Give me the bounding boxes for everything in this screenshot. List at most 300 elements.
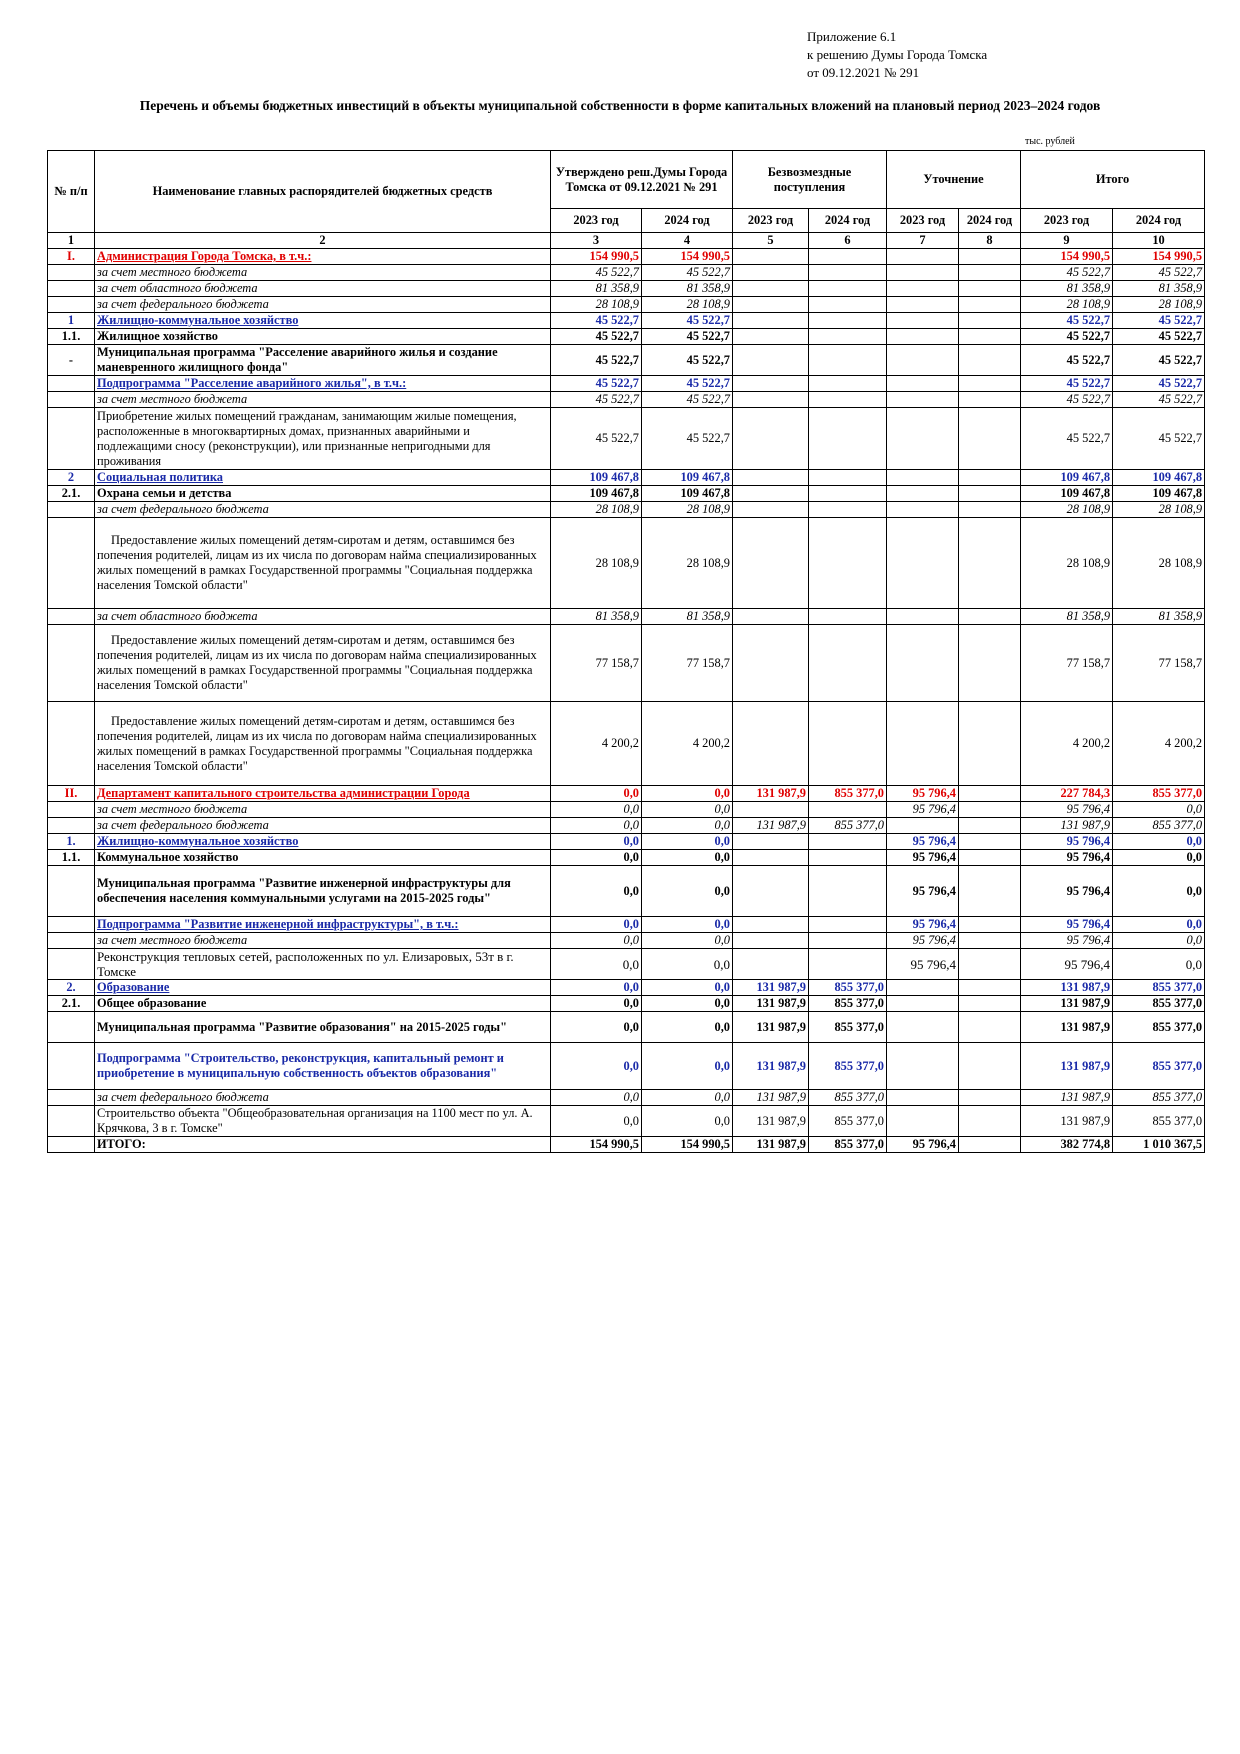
row-number [48, 1012, 95, 1043]
value-cell: 45 522,7 [1021, 313, 1113, 329]
row-number [48, 802, 95, 818]
row-name: за счет областного бюджета [95, 609, 551, 625]
row-number [48, 1043, 95, 1090]
value-cell: 45 522,7 [1021, 329, 1113, 345]
value-cell: 0,0 [551, 850, 642, 866]
table-row [48, 408, 1205, 470]
value-cell: 855 377,0 [1113, 1106, 1205, 1137]
value-cell [959, 1012, 1021, 1043]
row-name: Муниципальная программа "Развитие образования" на 2015-2025 годы" [95, 1012, 551, 1043]
value-cell [959, 1043, 1021, 1090]
value-cell: 109 467,8 [1021, 486, 1113, 502]
value-cell: 45 522,7 [551, 408, 642, 470]
year-header: 2023 год [887, 209, 959, 233]
value-cell [959, 933, 1021, 949]
value-cell [809, 949, 887, 980]
value-cell: 28 108,9 [1113, 297, 1205, 313]
value-cell: 81 358,9 [551, 281, 642, 297]
value-cell: 28 108,9 [551, 502, 642, 518]
value-cell [959, 609, 1021, 625]
row-name: Приобретение жилых помещений гражданам, занимающим жилые помещения, расположенные в многоквартирных домах, признанных аварийными и подлежащими сносу (реконструкции), или признанные непригодными для проживания [95, 408, 551, 470]
value-cell: 855 377,0 [809, 1106, 887, 1137]
value-cell: 855 377,0 [809, 980, 887, 996]
value-cell [733, 917, 809, 933]
value-cell: 45 522,7 [551, 329, 642, 345]
row-name: Образование [95, 980, 551, 996]
value-cell: 131 987,9 [1021, 1012, 1113, 1043]
table-row [48, 818, 1205, 834]
value-cell [959, 625, 1021, 702]
value-cell: 227 784,3 [1021, 786, 1113, 802]
year-header: 2023 год [733, 209, 809, 233]
row-name: за счет федерального бюджета [95, 1090, 551, 1106]
value-cell [959, 786, 1021, 802]
value-cell: 0,0 [551, 1012, 642, 1043]
value-cell [733, 392, 809, 408]
value-cell [733, 850, 809, 866]
value-cell [733, 609, 809, 625]
value-cell [733, 329, 809, 345]
value-cell: 855 377,0 [809, 1012, 887, 1043]
value-cell: 95 796,4 [887, 786, 959, 802]
value-cell: 45 522,7 [551, 313, 642, 329]
budget-table [47, 150, 1205, 1153]
value-cell: 28 108,9 [1113, 502, 1205, 518]
column-index: 3 [551, 233, 642, 249]
year-header: 2024 год [1113, 209, 1205, 233]
value-cell: 154 990,5 [551, 249, 642, 265]
value-cell [733, 502, 809, 518]
value-cell [959, 376, 1021, 392]
column-index: 8 [959, 233, 1021, 249]
row-number [48, 1090, 95, 1106]
value-cell: 95 796,4 [887, 850, 959, 866]
row-number [48, 702, 95, 786]
value-cell: 0,0 [642, 949, 733, 980]
value-cell: 131 987,9 [1021, 1090, 1113, 1106]
row-number [48, 408, 95, 470]
value-cell: 0,0 [551, 980, 642, 996]
row-number [48, 502, 95, 518]
value-cell: 0,0 [642, 802, 733, 818]
value-cell [809, 297, 887, 313]
value-cell: 45 522,7 [551, 265, 642, 281]
value-cell: 0,0 [1113, 866, 1205, 917]
value-cell [809, 609, 887, 625]
value-cell: 81 358,9 [1021, 609, 1113, 625]
row-name: Социальная политика [95, 470, 551, 486]
value-cell: 45 522,7 [1021, 376, 1113, 392]
row-number: 1.1. [48, 329, 95, 345]
value-cell: 28 108,9 [1021, 297, 1113, 313]
row-name: Предоставление жилых помещений детям-сиротам и детям, оставшимся без попечения родителей, лицам из их числа по договорам найма специализированных жилых помещений в рамках Государственной программы "Социальная поддержка населения Томской области" [95, 518, 551, 609]
value-cell [733, 408, 809, 470]
row-name: за счет местного бюджета [95, 392, 551, 408]
value-cell [809, 486, 887, 502]
row-number [48, 818, 95, 834]
value-cell: 131 987,9 [733, 1012, 809, 1043]
value-cell [887, 702, 959, 786]
value-cell: 0,0 [642, 850, 733, 866]
value-cell [959, 802, 1021, 818]
value-cell [887, 249, 959, 265]
value-cell: 45 522,7 [1113, 265, 1205, 281]
value-cell: 0,0 [1113, 850, 1205, 866]
table-row [48, 486, 1205, 502]
value-cell: 45 522,7 [642, 345, 733, 376]
column-index: 10 [1113, 233, 1205, 249]
value-cell [887, 1012, 959, 1043]
row-name: Муниципальная программа "Расселение аварийного жилья и создание маневренного жилищного фонда" [95, 345, 551, 376]
value-cell [887, 376, 959, 392]
value-cell [809, 834, 887, 850]
value-cell: 45 522,7 [1113, 313, 1205, 329]
row-number [48, 376, 95, 392]
row-name: Подпрограмма "Развитие инженерной инфраструктуры", в т.ч.: [95, 917, 551, 933]
year-header: 2024 год [642, 209, 733, 233]
value-cell: 0,0 [551, 917, 642, 933]
row-number: 2.1. [48, 486, 95, 502]
value-cell [887, 1043, 959, 1090]
row-name: Жилищно-коммунальное хозяйство [95, 313, 551, 329]
value-cell: 855 377,0 [809, 786, 887, 802]
column-index-row [48, 233, 1205, 249]
value-cell [809, 313, 887, 329]
value-cell [733, 834, 809, 850]
value-cell [959, 1137, 1021, 1153]
value-cell: 45 522,7 [551, 345, 642, 376]
value-cell [809, 702, 887, 786]
column-index: 4 [642, 233, 733, 249]
value-cell [959, 850, 1021, 866]
value-cell [809, 329, 887, 345]
value-cell [959, 329, 1021, 345]
row-name: Департамент капитального строительства администрации Города [95, 786, 551, 802]
value-cell [809, 281, 887, 297]
value-cell [959, 518, 1021, 609]
col-total-header: Итого [1021, 151, 1205, 209]
row-number [48, 1137, 95, 1153]
value-cell: 81 358,9 [642, 281, 733, 297]
value-cell [733, 625, 809, 702]
table-row [48, 834, 1205, 850]
value-cell: 4 200,2 [551, 702, 642, 786]
value-cell [809, 866, 887, 917]
table-row [48, 1012, 1205, 1043]
column-index: 7 [887, 233, 959, 249]
value-cell [887, 518, 959, 609]
value-cell: 0,0 [642, 933, 733, 949]
row-name: Жилищно-коммунальное хозяйство [95, 834, 551, 850]
year-header: 2024 год [809, 209, 887, 233]
year-header: 2023 год [551, 209, 642, 233]
value-cell [959, 917, 1021, 933]
value-cell: 95 796,4 [887, 866, 959, 917]
value-cell [887, 818, 959, 834]
row-number [48, 281, 95, 297]
value-cell: 0,0 [551, 834, 642, 850]
value-cell: 0,0 [642, 1090, 733, 1106]
row-name: за счет федерального бюджета [95, 297, 551, 313]
document-title: Перечень и объемы бюджетных инвестиций в объекты муниципальной собственности в форме капитальных вложений на плановый период 2023–2024 годов [139, 98, 1101, 113]
value-cell [733, 933, 809, 949]
value-cell [809, 518, 887, 609]
value-cell: 4 200,2 [1021, 702, 1113, 786]
value-cell: 154 990,5 [551, 1137, 642, 1153]
value-cell: 0,0 [642, 917, 733, 933]
value-cell: 855 377,0 [1113, 996, 1205, 1012]
value-cell [887, 996, 959, 1012]
value-cell: 28 108,9 [551, 518, 642, 609]
value-cell: 95 796,4 [1021, 802, 1113, 818]
value-cell [809, 625, 887, 702]
value-cell [887, 1090, 959, 1106]
value-cell [959, 470, 1021, 486]
value-cell [887, 281, 959, 297]
value-cell: 109 467,8 [551, 486, 642, 502]
value-cell: 28 108,9 [1113, 518, 1205, 609]
value-cell: 77 158,7 [642, 625, 733, 702]
value-cell: 154 990,5 [1113, 249, 1205, 265]
value-cell: 109 467,8 [1113, 470, 1205, 486]
row-name: за счет местного бюджета [95, 265, 551, 281]
value-cell [887, 345, 959, 376]
value-cell: 45 522,7 [642, 265, 733, 281]
value-cell: 0,0 [551, 949, 642, 980]
value-cell [959, 818, 1021, 834]
row-number: 1.1. [48, 850, 95, 866]
value-cell: 0,0 [1113, 933, 1205, 949]
value-cell: 0,0 [551, 1043, 642, 1090]
value-cell: 95 796,4 [1021, 850, 1113, 866]
row-name: за счет местного бюджета [95, 802, 551, 818]
value-cell: 45 522,7 [642, 408, 733, 470]
value-cell [959, 1106, 1021, 1137]
table-row [48, 933, 1205, 949]
year-header: 2023 год [1021, 209, 1113, 233]
row-number [48, 917, 95, 933]
row-name: за счет федерального бюджета [95, 502, 551, 518]
table-row [48, 996, 1205, 1012]
value-cell: 855 377,0 [809, 1090, 887, 1106]
value-cell: 45 522,7 [1113, 392, 1205, 408]
value-cell [809, 917, 887, 933]
value-cell [733, 376, 809, 392]
value-cell: 0,0 [551, 996, 642, 1012]
value-cell [809, 933, 887, 949]
col-name-header: Наименование главных распорядителей бюджетных средств [95, 151, 551, 233]
row-name: Охрана семьи и детства [95, 486, 551, 502]
value-cell: 855 377,0 [1113, 786, 1205, 802]
row-name: Жилищное хозяйство [95, 329, 551, 345]
row-name: Предоставление жилых помещений детям-сиротам и детям, оставшимся без попечения родителей, лицам из их числа по договорам найма специализированных жилых помещений в рамках Государственной программы "Социальная поддержка населения Томской области" [95, 625, 551, 702]
table-row [48, 518, 1205, 609]
value-cell [733, 702, 809, 786]
value-cell [959, 502, 1021, 518]
value-cell: 0,0 [1113, 917, 1205, 933]
value-cell: 131 987,9 [733, 1043, 809, 1090]
value-cell: 131 987,9 [1021, 818, 1113, 834]
row-number: 2.1. [48, 996, 95, 1012]
table-body [48, 249, 1205, 1153]
table-row [48, 345, 1205, 376]
row-number: 2. [48, 980, 95, 996]
value-cell: 28 108,9 [1021, 518, 1113, 609]
table-row [48, 802, 1205, 818]
value-cell: 0,0 [642, 866, 733, 917]
table-row [48, 281, 1205, 297]
value-cell: 131 987,9 [733, 786, 809, 802]
value-cell [809, 345, 887, 376]
value-cell: 109 467,8 [1021, 470, 1113, 486]
value-cell: 95 796,4 [1021, 917, 1113, 933]
value-cell [733, 249, 809, 265]
row-name: Общее образование [95, 996, 551, 1012]
row-name: Подпрограмма "Строительство, реконструкция, капитальный ремонт и приобретение в муниципальную собственность объектов образования" [95, 1043, 551, 1090]
value-cell [959, 1090, 1021, 1106]
value-cell: 81 358,9 [551, 609, 642, 625]
value-cell [809, 376, 887, 392]
value-cell [809, 502, 887, 518]
value-cell [733, 281, 809, 297]
value-cell [959, 996, 1021, 1012]
row-name: за счет местного бюджета [95, 933, 551, 949]
appendix-line-3: от 09.12.2021 № 291 [807, 65, 920, 80]
value-cell: 45 522,7 [642, 313, 733, 329]
value-cell [733, 949, 809, 980]
value-cell: 0,0 [642, 1106, 733, 1137]
value-cell [887, 609, 959, 625]
value-cell [959, 486, 1021, 502]
table-row [48, 265, 1205, 281]
value-cell: 28 108,9 [642, 297, 733, 313]
value-cell: 0,0 [551, 1106, 642, 1137]
value-cell: 4 200,2 [642, 702, 733, 786]
value-cell: 81 358,9 [1113, 281, 1205, 297]
row-number [48, 392, 95, 408]
table-row [48, 917, 1205, 933]
row-number [48, 297, 95, 313]
value-cell [959, 834, 1021, 850]
value-cell [887, 329, 959, 345]
value-cell [809, 249, 887, 265]
table-row [48, 502, 1205, 518]
table-row [48, 866, 1205, 917]
value-cell: 109 467,8 [642, 486, 733, 502]
row-number: 1. [48, 834, 95, 850]
value-cell [809, 850, 887, 866]
column-index: 1 [48, 233, 95, 249]
value-cell [733, 297, 809, 313]
value-cell: 81 358,9 [1113, 609, 1205, 625]
value-cell: 95 796,4 [1021, 834, 1113, 850]
table-row [48, 329, 1205, 345]
value-cell: 0,0 [551, 1090, 642, 1106]
value-cell [733, 486, 809, 502]
value-cell: 95 796,4 [887, 802, 959, 818]
value-cell: 95 796,4 [887, 834, 959, 850]
value-cell: 0,0 [551, 933, 642, 949]
column-index: 6 [809, 233, 887, 249]
appendix-line-2: к решению Думы Города Томска [807, 47, 988, 62]
value-cell: 45 522,7 [1021, 345, 1113, 376]
table-row [48, 1043, 1205, 1090]
value-cell: 855 377,0 [1113, 1012, 1205, 1043]
value-cell: 45 522,7 [1113, 345, 1205, 376]
value-cell [733, 866, 809, 917]
appendix-line-1: Приложение 6.1 [807, 29, 897, 44]
row-name: Коммунальное хозяйство [95, 850, 551, 866]
value-cell: 95 796,4 [1021, 866, 1113, 917]
value-cell: 45 522,7 [1021, 265, 1113, 281]
row-number [48, 265, 95, 281]
row-number [48, 1106, 95, 1137]
value-cell [959, 345, 1021, 376]
value-cell: 855 377,0 [809, 1137, 887, 1153]
col-grants-header: Безвозмездные поступления [733, 151, 887, 209]
value-cell [887, 486, 959, 502]
value-cell: 855 377,0 [809, 818, 887, 834]
value-cell [887, 470, 959, 486]
column-index: 5 [733, 233, 809, 249]
value-cell: 0,0 [642, 1012, 733, 1043]
value-cell: 0,0 [642, 818, 733, 834]
row-number: - [48, 345, 95, 376]
value-cell [887, 1106, 959, 1137]
value-cell: 0,0 [551, 866, 642, 917]
value-cell [959, 281, 1021, 297]
column-index: 9 [1021, 233, 1113, 249]
table-row [48, 392, 1205, 408]
value-cell: 77 158,7 [1021, 625, 1113, 702]
table-row [48, 980, 1205, 996]
value-cell: 45 522,7 [1113, 329, 1205, 345]
value-cell: 382 774,8 [1021, 1137, 1113, 1153]
value-cell [733, 265, 809, 281]
value-cell: 45 522,7 [551, 376, 642, 392]
row-name: Подпрограмма "Расселение аварийного жилья", в т.ч.: [95, 376, 551, 392]
value-cell: 95 796,4 [1021, 933, 1113, 949]
value-cell: 4 200,2 [1113, 702, 1205, 786]
value-cell [959, 866, 1021, 917]
value-cell: 855 377,0 [1113, 1090, 1205, 1106]
table-row [48, 949, 1205, 980]
value-cell [959, 408, 1021, 470]
row-name: Муниципальная программа "Развитие инженерной инфраструктуры для обеспечения населения коммунальными услугами на 2015-2025 годы" [95, 866, 551, 917]
value-cell: 45 522,7 [1113, 376, 1205, 392]
value-cell: 1 010 367,5 [1113, 1137, 1205, 1153]
value-cell [959, 392, 1021, 408]
col-adjust-header: Уточнение [887, 151, 1021, 209]
value-cell: 28 108,9 [551, 297, 642, 313]
value-cell: 855 377,0 [1113, 818, 1205, 834]
row-name: Реконструкция тепловых сетей, расположенных по ул. Елизаровых, 53т в г. Томске [95, 949, 551, 980]
value-cell [809, 392, 887, 408]
value-cell: 28 108,9 [642, 518, 733, 609]
row-number [48, 949, 95, 980]
value-cell: 45 522,7 [642, 376, 733, 392]
value-cell [959, 249, 1021, 265]
value-cell: 0,0 [1113, 949, 1205, 980]
row-name: за счет областного бюджета [95, 281, 551, 297]
value-cell: 0,0 [551, 802, 642, 818]
value-cell [809, 802, 887, 818]
value-cell [887, 408, 959, 470]
value-cell [733, 345, 809, 376]
value-cell: 28 108,9 [642, 502, 733, 518]
value-cell: 154 990,5 [642, 249, 733, 265]
value-cell: 131 987,9 [733, 818, 809, 834]
